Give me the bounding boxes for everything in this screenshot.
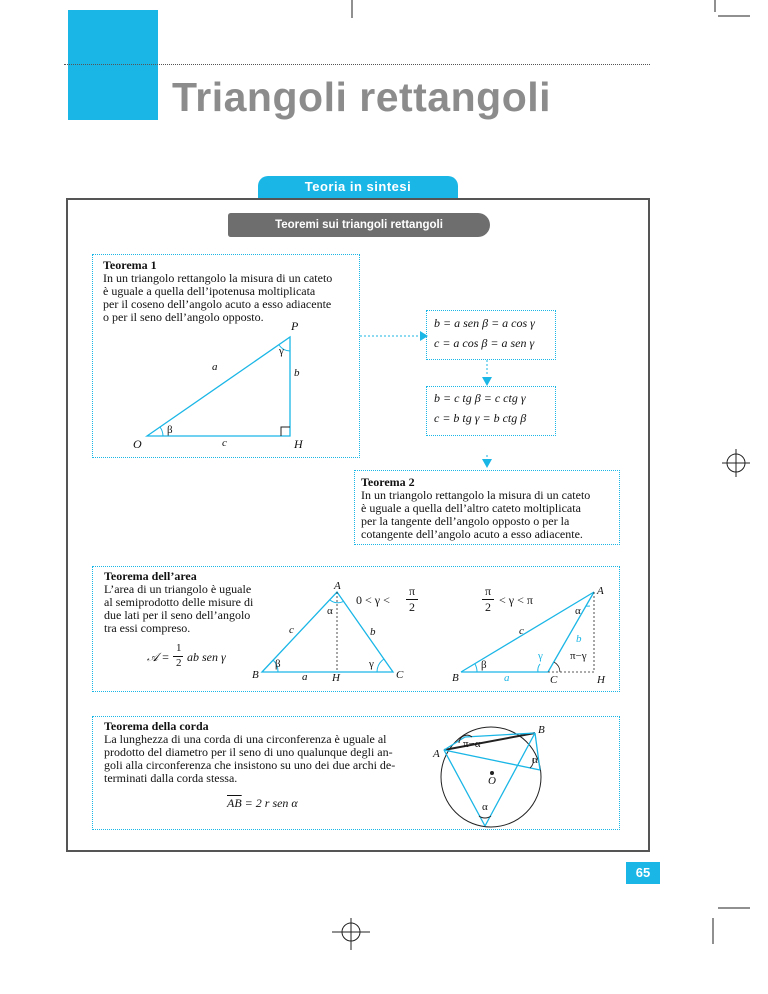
corda-formula (227, 796, 298, 811)
teorema-area-line: tra essi compreso. (104, 621, 191, 635)
teorema2-line: In un triangolo rettangolo la misura di un cateto (361, 488, 591, 502)
corda-label-pi-minus-alpha: π−α (463, 738, 481, 750)
fig1-label-beta: β (275, 658, 281, 670)
fig2-label-alpha: α (575, 605, 581, 617)
fig1-ineq-num: π (409, 584, 416, 598)
teorema-corda-line: goli alla circonferenza che insistono su uno dei due archi de- (104, 758, 396, 772)
fig2-label-B: B (452, 672, 459, 684)
fig2-ineq-den: 2 (485, 600, 491, 614)
header-dotted-rule (64, 64, 650, 65)
corda-figure (0, 0, 1, 1)
label-H: H (294, 437, 303, 451)
formula-c-cos: c = a cos β = a sen γ (434, 336, 535, 350)
page-number: 65 (626, 862, 660, 884)
corda-label-alpha-bottom: α (482, 801, 488, 813)
teorema-corda-line: terminati dalla corda stessa. (104, 771, 238, 785)
chapter-color-tab (68, 10, 158, 120)
teorema2-title: Teorema 2 (361, 475, 415, 489)
corda-label-alpha-right: α (532, 754, 538, 766)
fig1-ineq-left: 0 < γ < (356, 593, 390, 607)
teorema-corda-title: Teorema della corda (104, 719, 209, 733)
teorema-area-title: Teorema dell’area (104, 569, 197, 583)
teorema1-title: Teorema 1 (103, 258, 157, 272)
fig2-label-pi-minus-gamma: π−γ (570, 650, 587, 662)
page-title: Triangoli rettangoli (172, 74, 552, 120)
teorema-area-text (104, 570, 274, 635)
fig1-label-C: C (396, 669, 404, 681)
teorema-area-line: due lati per il seno dell’angolo (104, 608, 251, 622)
section-tab: Teoria in sintesi (258, 176, 458, 198)
corda-label-B: B (538, 724, 545, 736)
teorema-corda-line: prodotto del diametro per il seno di uno qualunque degli an- (104, 745, 393, 759)
corda-label-A: A (433, 748, 440, 760)
teorema-corda-text (104, 720, 424, 785)
fig1-ineq-den: 2 (409, 600, 415, 614)
label-P: P (291, 319, 299, 333)
fig2-ineq-num: π (485, 584, 492, 598)
fig1-label-a: a (302, 671, 308, 683)
fig2-label-beta: β (481, 659, 487, 671)
fig2-label-gamma: γ (538, 650, 543, 662)
area-formula-num: 1 (176, 642, 182, 654)
fig2-label-A: A (597, 585, 604, 597)
fig1-label-A: A (334, 580, 341, 592)
formula-c-tg: c = b tg γ = b ctg β (434, 411, 527, 425)
fig2-ineq-right: < γ < π (499, 593, 533, 607)
fig2-label-b: b (576, 633, 582, 645)
label-a: a (212, 361, 218, 373)
fig1-label-b: b (370, 626, 376, 638)
area-formula-den: 2 (176, 657, 182, 669)
teorema1-line: è uguale a quella dell’ipotenusa moltiplicata (103, 284, 316, 298)
teorema1-text (103, 259, 358, 324)
teorema2-text (361, 476, 619, 541)
corda-label-O: O (488, 775, 496, 787)
label-b: b (294, 367, 300, 379)
area-formula-lhs: 𝒜 = (147, 650, 170, 664)
fig1-label-H: H (332, 672, 340, 684)
formula-b-sen: b = a sen β = a cos γ (434, 316, 535, 330)
fig1-label-alpha: α (327, 605, 333, 617)
fig2-label-H: H (597, 674, 605, 686)
teorema-area-line: al semiprodotto delle misure di (104, 595, 254, 609)
teorema-corda-line: La lunghezza di una corda di una circonferenza è uguale al (104, 732, 387, 746)
fig1-label-c: c (289, 624, 294, 636)
fig1-label-gamma: γ (369, 658, 374, 670)
label-c: c (222, 437, 227, 449)
teorema1-line: In un triangolo rettangolo la misura di un cateto (103, 271, 333, 285)
corda-formula-rest: = 2 r sen α (244, 796, 298, 810)
teorema2-line: è uguale a quella dell’altro cateto moltiplicata (361, 501, 581, 515)
teorema2-line: cotangente dell’angolo acuto a esso adiacente. (361, 527, 583, 541)
fig2-label-c: c (519, 625, 524, 637)
label-beta: β (167, 424, 173, 436)
label-O: O (133, 437, 142, 451)
fig2-label-a: a (504, 672, 510, 684)
fig1-label-B: B (252, 669, 259, 681)
label-gamma: γ (279, 345, 284, 357)
teorema1-line: o per il seno dell’angolo opposto. (103, 310, 264, 324)
teorema1-line: per il coseno dell’angolo acuto a esso adiacente (103, 297, 332, 311)
area-formula-rhs: ab sen γ (187, 650, 226, 664)
corda-formula-ab: $\overline{AB}$ (227, 796, 242, 810)
teorema2-line: per la tangente dell’angolo opposto o per la (361, 514, 570, 528)
fig2-label-C: C (550, 674, 558, 686)
subsection-tab: Teoremi sui triangoli rettangoli (228, 213, 490, 237)
teorema-area-line: L’area di un triangolo è uguale (104, 582, 252, 596)
formula-b-tg: b = c tg β = c ctg γ (434, 391, 526, 405)
